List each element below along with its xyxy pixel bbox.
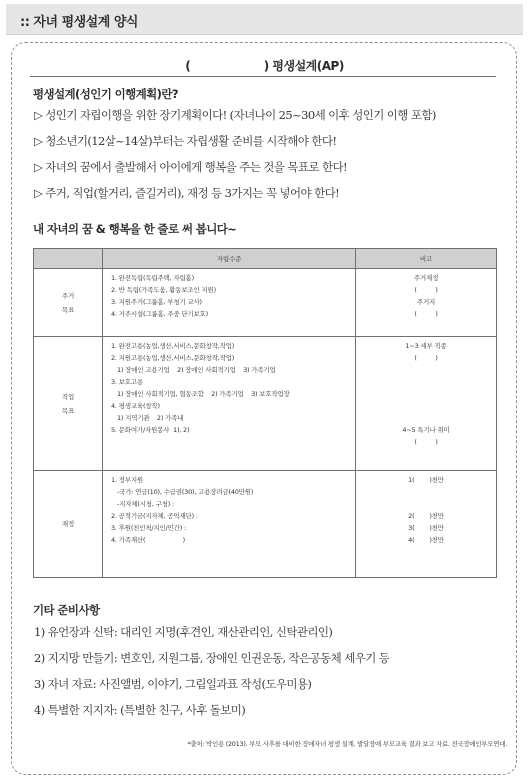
- ap-title: ( ) 평생설계(AP): [185, 59, 344, 73]
- item-line: 4. 거주시설(그룹홈, 주중 단기보호): [111, 310, 208, 318]
- header-cell-empty: [34, 249, 103, 269]
- note-line: 주거재정: [413, 274, 439, 282]
- table-row-finance: [34, 471, 497, 578]
- note-line: ( ): [414, 438, 438, 446]
- item-line: 4. 가족재산( ): [111, 536, 185, 544]
- source-footnote: *출처: 박인용 (2013). 부모 사후를 대비한 장애자녀 평생 설계. 발달장애 부모교육 결과 보고 자료. 전국장애인부모연대.: [187, 740, 507, 748]
- note-line: 3( )천만: [408, 524, 444, 532]
- item-line: 2. 반 독립(가족도움, 활동보조인 지원): [111, 286, 216, 294]
- note-line: ( ): [414, 354, 438, 362]
- item-line: 2. 지원고용(농업,생산,서비스,문화창작,작업): [111, 354, 235, 362]
- item-line: 4. 평생교육(창작): [111, 402, 160, 410]
- definition-bullet: ▷ 성인기 자립이행을 위한 장기계획이다! (자녀나이 25~30세 이후 성인기 이행 포함): [34, 108, 436, 122]
- row-label-finance: [34, 471, 103, 578]
- item-line: 1. 정부지원: [111, 476, 143, 484]
- item-line: 2. 공적기금(지자체, 공익재단) :: [111, 512, 198, 520]
- etc-item: 2) 지지망 만들기: 변호인, 지원그룹, 장애인 인권운동, 작은공동체 세우기 등: [34, 651, 390, 665]
- dream-title: 내 자녀의 꿈 & 행복을 한 줄로 써 봅니다~: [33, 222, 237, 236]
- definition-bullet: ▷ 청소년기(12살~14살)부터는 자립생활 준비를 시작해야 한다!: [34, 134, 337, 148]
- item-line: 3. 보호고용: [111, 378, 143, 386]
- definition-title: 평생설계(성인기 이행계획)란?: [33, 87, 178, 101]
- item-line: -국가: 연금(10), 수급권(30), 고용장려금(40만원): [117, 488, 254, 496]
- note-spacer: [360, 364, 492, 424]
- item-line: 1) 장애인 고용기업 2) 장애인 사회적기업 3) 가족기업: [117, 366, 276, 374]
- item-line: 1) 장애인 사회적기업, 협동조합 2) 가족기업 3) 보호작업장: [117, 390, 290, 398]
- note-line: 4( )천만: [408, 536, 444, 544]
- note-line: 주거지: [416, 298, 436, 306]
- employment-items: [103, 337, 356, 471]
- table-row-employment: [34, 337, 497, 471]
- note-spacer: [360, 486, 492, 510]
- etc-title: 기타 준비사항: [33, 603, 100, 617]
- housing-items: [103, 269, 356, 337]
- housing-notes: [356, 269, 497, 337]
- etc-item: 4) 특별한 지지자: (특별한 친구, 사후 돌보미): [34, 703, 246, 717]
- table-header-row: [34, 249, 497, 269]
- label-line: 직업: [61, 392, 75, 401]
- label-line: 목표: [61, 406, 75, 415]
- note-line: 1~3 세부 직종: [405, 342, 447, 350]
- title-divider: [30, 76, 496, 77]
- item-line: -지자체(시청, 구청) :: [117, 500, 174, 508]
- section-header-title: :: 자녀 평생설계 양식: [20, 15, 138, 30]
- finance-notes: [356, 471, 497, 578]
- item-line: 3. 후원(친인척/지인/민간) :: [111, 524, 186, 532]
- note-line: ( ): [414, 310, 438, 318]
- label-line: 목표: [61, 305, 75, 314]
- etc-item: 3) 자녀 자료: 사진앨범, 이야기, 그림일과표 작성(도우미용): [34, 677, 312, 691]
- finance-items: [103, 471, 356, 578]
- section-header: [6, 4, 523, 35]
- note-line: 4~5 특기나 취미: [402, 426, 450, 434]
- row-label-housing: [34, 269, 103, 337]
- note-line: 1( )천만: [408, 476, 444, 484]
- item-line: 3. 지원주거(그룹홈, 부청기 교사): [111, 298, 202, 306]
- independence-plan-table: [33, 248, 497, 578]
- label-line: 재정: [61, 520, 75, 528]
- header-cell-notes: 비고: [356, 249, 497, 269]
- employment-notes: [356, 337, 497, 471]
- etc-item: 1) 유언장과 신탁: 대리인 지명(후견인, 재산관리인, 신탁관리인): [34, 625, 333, 639]
- definition-bullet: ▷ 자녀의 꿈에서 출발해서 아이에게 행복을 주는 것을 목표로 한다!: [34, 160, 347, 174]
- table-row-housing: [34, 269, 497, 337]
- note-line: 2( )천만: [408, 512, 444, 520]
- row-label-employment: [34, 337, 103, 471]
- note-line: ( ): [414, 286, 438, 294]
- item-line: 1) 지역기관 2) 가족내: [117, 414, 184, 422]
- label-line: 주거: [61, 291, 75, 300]
- item-line: 1. 완전고용(농업,생산,서비스,문화창작,작업): [111, 342, 235, 350]
- header-cell-level: 자립수준: [103, 249, 356, 269]
- definition-bullet: ▷ 주거, 직업(할거리, 즐길거리), 재정 등 3가지는 꼭 넣어야 한다!: [34, 186, 340, 200]
- item-line: 5. 문화여가/자원봉사 1), 2): [111, 426, 190, 434]
- item-line: 1. 완전독립(독립주택, 자립홈): [111, 274, 194, 282]
